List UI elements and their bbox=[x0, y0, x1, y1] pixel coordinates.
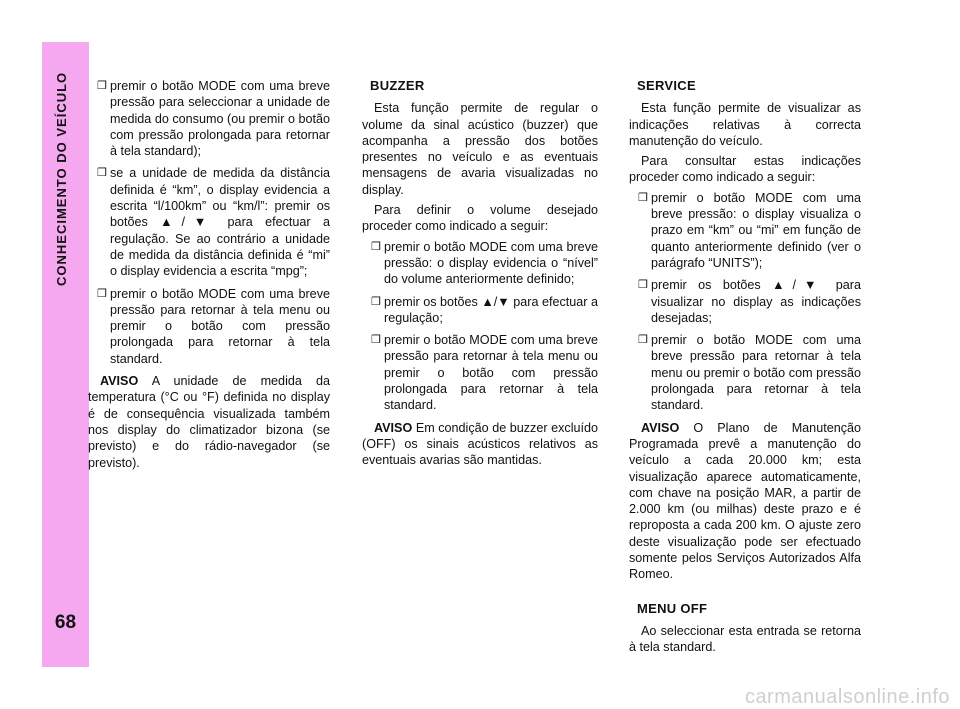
checkbox-bullet-icon: ❒ bbox=[638, 334, 648, 347]
paragraph: Esta função permite de visualizar as indicações relativas à correcta manutenção do veículo. bbox=[629, 101, 861, 148]
checkbox-bullet-icon: ❒ bbox=[97, 80, 107, 92]
checkbox-bullet-icon: ❒ bbox=[638, 279, 648, 292]
checkbox-bullet-icon: ❒ bbox=[371, 295, 381, 308]
checkbox-bullet-icon: ❒ bbox=[371, 334, 381, 347]
note-label: AVISO bbox=[641, 420, 680, 435]
list-item: ❒ premir o botão MODE com uma breve pressão para retornar à tela menu ou premir o botão com pressão prolongada para retornar à tela standard. bbox=[97, 286, 330, 366]
note: AVISO Em condição de buzzer excluído (OFF) os sinais acústicos relativos as eventuais avarias são mantidas. bbox=[362, 420, 599, 468]
page-number: 68 bbox=[54, 612, 77, 633]
column-2 bbox=[362, 78, 598, 473]
section-heading-menu-off: MENU OFF bbox=[637, 600, 708, 616]
checkbox-bullet-icon: ❒ bbox=[371, 240, 381, 253]
column-3 bbox=[629, 78, 861, 660]
checkbox-bullet-icon: ❒ bbox=[638, 191, 648, 204]
spacer bbox=[629, 587, 861, 601]
section-heading-buzzer: BUZZER bbox=[370, 78, 425, 93]
list-item: ❒ premir o botão MODE com uma breve pressão para seleccionar a unidade de medida do consumo (ou premir o botão com pressão prolongada para retornar à tela standard); bbox=[97, 79, 330, 159]
paragraph: Esta função permite de regular o volume da sinal acústico (buzzer) que acompanha a pressão dos botões presentes no veículo e as eventuais mensagens de avaria visualizadas no display. bbox=[362, 101, 598, 197]
checkbox-bullet-icon: ❒ bbox=[97, 287, 107, 300]
section-heading-service: SERVICE bbox=[637, 78, 696, 93]
list-item: ❒ se a unidade de medida da distância definida é “km”, o display evidencia a escrita “l/100km” ou “km/l”: premir os botões ▲/▼ para efectuar a regulação. Se ao contrário a unidade de medida da distância definida é “mi” o display evidencia a escrita “mpg”; bbox=[97, 166, 330, 279]
watermark: carmanualsonline.info bbox=[744, 686, 950, 708]
note: AVISO A unidade de medida da temperatura (°C ou °F) definida no display é de consequência visualizada também nos display do climatizador bizona (se previsto) e do rádio-navegador (se previsto). bbox=[88, 374, 330, 470]
paragraph: Para consultar estas indicações proceder como indicado a seguir: bbox=[629, 154, 861, 185]
list-item: ❒ premir os botões ▲/▼ para efectuar a regulação; bbox=[371, 294, 598, 325]
paragraph: Para definir o volume desejado proceder como indicado a seguir: bbox=[362, 203, 598, 234]
list-item: ❒ premir o botão MODE com uma breve pressão: o display visualiza o prazo em “km” ou “mi” em função de quanto anteriormente definido (ver o parágrafo “UNITS”); bbox=[638, 190, 861, 270]
section-title: CONHECIMENTO DO VEÍCULO bbox=[54, 72, 69, 287]
paragraph: Ao seleccionar esta entrada se retorna à tela standard. bbox=[629, 623, 861, 655]
column-1 bbox=[88, 78, 330, 475]
checkbox-bullet-icon: ❒ bbox=[97, 167, 107, 180]
note: AVISO O Plano de Manutenção Programada prevê a manutenção do veículo a cada 20.000 km; esta visualização aparece automaticamente, com chave na posição MAR, a partir de 2.000 km (ou milhas) deste prazo e é reproposta a cada 200 km. O ajuste zero deste visualização pode ser efectuado somente pelos Serviços Autorizados Alfa Romeo. bbox=[629, 420, 862, 582]
list-item: ❒ premir o botão MODE com uma breve pressão: o display evidencia o “nível” do volume anteriormente definido; bbox=[371, 239, 598, 287]
note-label: AVISO bbox=[374, 420, 413, 435]
note-label: AVISO bbox=[100, 374, 139, 389]
list-item: ❒ premir o botão MODE com uma breve pressão para retornar à tela menu ou premir o botão com pressão prolongada para retornar à tela standard. bbox=[371, 333, 598, 413]
list-item: ❒ premir o botão MODE com uma breve pressão para retornar à tela menu ou premir o botão com pressão prolongada para retornar à tela standard. bbox=[638, 333, 861, 413]
list-item: ❒ premir os botões ▲/▼ para visualizar no display as indicações desejadas; bbox=[638, 278, 861, 325]
